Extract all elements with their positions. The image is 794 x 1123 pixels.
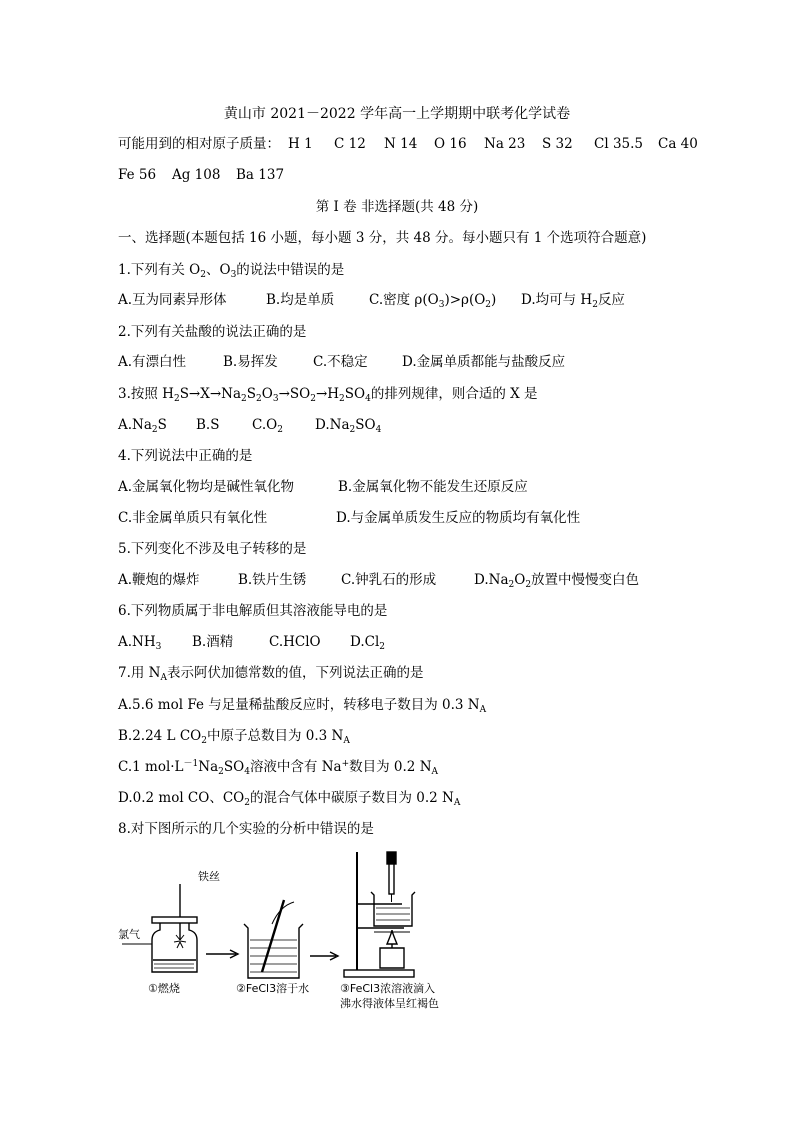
q6-options (118, 633, 385, 651)
q2-option-c: C.不稳定 (313, 354, 368, 370)
q6-option-d: $D.Cl_2$ (350, 634, 386, 652)
q6-option-a: $A.NH_3$ (118, 634, 162, 652)
q5-option-b: B.铁片生锈 (238, 572, 307, 588)
q5-option-c: C.钟乳石的形成 (341, 572, 437, 588)
q7-option-a: A.5.6 mol Fe 与足量稀盐酸反应时，转移电子数目为 0.3 $N_A$ (118, 697, 487, 715)
q3-option-b: B.S (196, 417, 220, 433)
section-title: 第 I 卷 非选择题(共 48 分) (315, 199, 479, 215)
arrow-1 (206, 950, 238, 958)
q7-option-d: D.0.2 mol CO、$CO_2$的混合气体中碳原子数目为 0.2 $N_A$ (118, 790, 461, 808)
q1-option-c: C.密度 $\rho(O_3)>\rho(O_2)$ (369, 292, 497, 310)
atomic-mass-cl: Cl 35.5 (594, 136, 643, 152)
q4-options-ab (118, 478, 528, 496)
q3-stem: 3.按照 $H_2S\to X\to Na_2S_2O_3\to SO_2\to H_2SO_4$的排列规律，则合适的 X 是 (118, 386, 538, 404)
atomic-mass-line-2 (118, 166, 284, 184)
atomic-mass-n: N 14 (384, 136, 418, 152)
atomic-mass-na: Na 23 (484, 136, 526, 152)
atomic-mass-c: C 12 (334, 136, 366, 152)
beaker-apparatus (244, 900, 303, 978)
part-heading: 一、选择题(本题包括 16 小题，每小题 3 分，共 48 分。每小题只有 1 个选项符合题意) (118, 230, 647, 246)
atomic-mass-h: H 1 (288, 136, 313, 152)
q1-option-d: D.均可与 $H_2$反应 (521, 292, 625, 310)
q6-option-c: C.HClO (269, 634, 321, 650)
q4-option-b: B.金属氧化物不能发生还原反应 (338, 479, 528, 495)
atomic-mass-ag: Ag 108 (172, 167, 221, 183)
caption-1: ①燃烧 (148, 982, 180, 995)
q4-options-cd (118, 509, 580, 527)
q5-options (118, 571, 639, 589)
q7-stem: 7.用 $N_A$表示阿伏加德常数的值，下列说法正确的是 (118, 665, 424, 683)
q3-option-c: $C.O_2$ (252, 417, 283, 435)
q1-stem: 1.下列有关 $O_2$、$O_3$的说法中错误的是 (118, 262, 345, 280)
q2-options (118, 353, 565, 371)
q3-option-d: $D.Na_2SO_4$ (315, 417, 382, 435)
experiment-figure (112, 844, 472, 1020)
q1-option-a: A.互为同素异形体 (118, 292, 227, 308)
q4-option-c: C.非金属单质只有氧化性 (118, 510, 268, 526)
q1-option-b: B.均是单质 (266, 292, 335, 308)
atomic-mass-o: O 16 (434, 136, 467, 152)
caption-2: ②FeCl3溶于水 (236, 982, 310, 995)
q5-option-a: A.鞭炮的爆炸 (118, 572, 200, 588)
q1-options (118, 291, 625, 309)
q4-stem: 4.下列说法中正确的是 (118, 448, 253, 464)
q3-options (118, 416, 381, 434)
q3-option-a: $A.Na_2S$ (118, 417, 167, 435)
q8-stem: 8.对下图所示的几个实验的分析中错误的是 (118, 821, 374, 837)
label-iron-wire: 铁丝 (198, 870, 220, 883)
caption-3-line-2: 沸水得液体呈红褐色 (340, 997, 439, 1010)
heating-apparatus (344, 852, 415, 977)
label-chlorine: 氯气 (118, 928, 140, 941)
atomic-mass-ba: Ba 137 (236, 167, 285, 183)
q2-option-b: B.易挥发 (223, 354, 278, 370)
q2-option-a: A.有漂白性 (118, 354, 187, 370)
exam-title: 黄山市 2021－2022 学年高一上学期期中联考化学试卷 (223, 106, 571, 122)
atomic-mass-s: S 32 (542, 136, 573, 152)
q6-stem: 6.下列物质属于非电解质但其溶液能导电的是 (118, 603, 388, 619)
q4-option-d: D.与金属单质发生反应的物质均有氧化性 (336, 510, 581, 526)
arrow-2 (310, 952, 338, 960)
q4-option-a: A.金属氧化物均是碱性氧化物 (118, 479, 295, 495)
atomic-mass-label: 可能用到的相对原子质量： (118, 136, 280, 152)
atomic-mass-fe: Fe 56 (118, 167, 157, 183)
q2-option-d: D.金属单质都能与盐酸反应 (402, 354, 566, 370)
atomic-mass-ca: Ca 40 (658, 136, 698, 152)
q7-option-b: B.2.24 L $CO_2$中原子总数目为 0.3 $N_A$ (118, 728, 350, 746)
q7-option-c: C.1 $mol\cdot L^{-1}Na_2SO_4$溶液中含有 Na+数目为 0.2 $N_A$ (118, 759, 439, 777)
q5-option-d: $D.Na_2O_2$放置中慢慢变白色 (474, 572, 640, 590)
caption-3-line-1: ③FeCl3浓溶液滴入 (340, 982, 436, 995)
atomic-mass-line-1 (118, 135, 698, 153)
q2-stem: 2.下列有关盐酸的说法正确的是 (118, 324, 307, 340)
q5-stem: 5.下列变化不涉及电子转移的是 (118, 541, 307, 557)
q6-option-b: B.酒精 (192, 634, 234, 650)
